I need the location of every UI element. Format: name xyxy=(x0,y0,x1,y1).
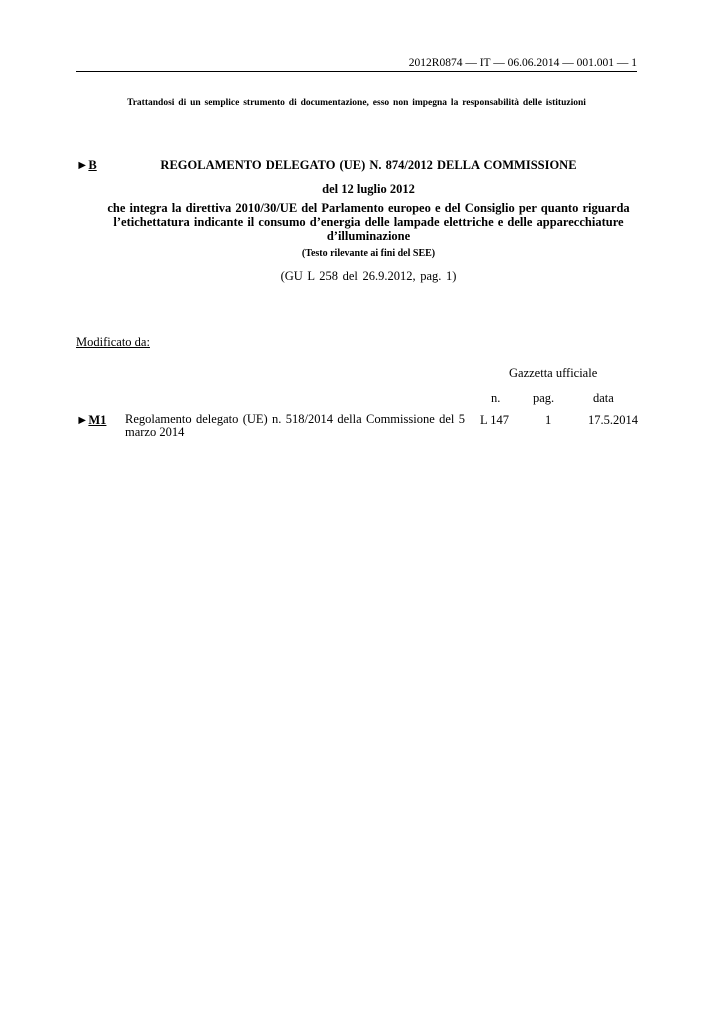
header-divider xyxy=(76,71,637,72)
amendment-page: 1 xyxy=(545,413,552,427)
document-subject: che integra la direttiva 2010/30/UE del Parlamento europeo e del Consiglio per quanto riguarda l’etichettatura indicante il consumo d’energia delle lampade elettriche e delle apparecchiature d’illuminazione xyxy=(107,201,630,243)
document-id: 2012R0874 — IT — 06.06.2014 — 001.001 — 1 xyxy=(408,57,637,69)
amendment-description: Regolamento delegato (UE) n. 518/2014 della Commissione del 5 marzo 2014 xyxy=(125,412,465,439)
arrow-icon: ► xyxy=(76,158,89,172)
gazette-header: Gazzetta ufficiale xyxy=(509,366,598,380)
marker-code: B xyxy=(88,158,97,172)
base-act-marker[interactable] xyxy=(76,158,97,173)
amendment-marker[interactable] xyxy=(76,413,106,428)
column-header-n: n. xyxy=(491,391,501,405)
column-header-data: data xyxy=(593,391,614,405)
amended-by-label: Modificato da: xyxy=(76,335,150,349)
document-title: REGOLAMENTO DELEGATO (UE) N. 874/2012 DELLA COMMISSIONE xyxy=(160,158,577,172)
official-journal-reference: (GU L 258 del 26.9.2012, pag. 1) xyxy=(280,269,457,283)
amendment-date: 17.5.2014 xyxy=(588,413,638,427)
arrow-icon: ► xyxy=(76,413,89,427)
document-date: del 12 luglio 2012 xyxy=(322,182,415,196)
marker-code: M1 xyxy=(88,413,107,427)
amendment-oj-number: L 147 xyxy=(480,413,510,427)
disclaimer: Trattandosi di un semplice strumento di documentazione, esso non impegna la responsabilità delle istituzioni xyxy=(127,98,586,108)
column-header-pag: pag. xyxy=(533,391,555,405)
eea-relevance: (Testo rilevante ai fini del SEE) xyxy=(301,248,436,259)
